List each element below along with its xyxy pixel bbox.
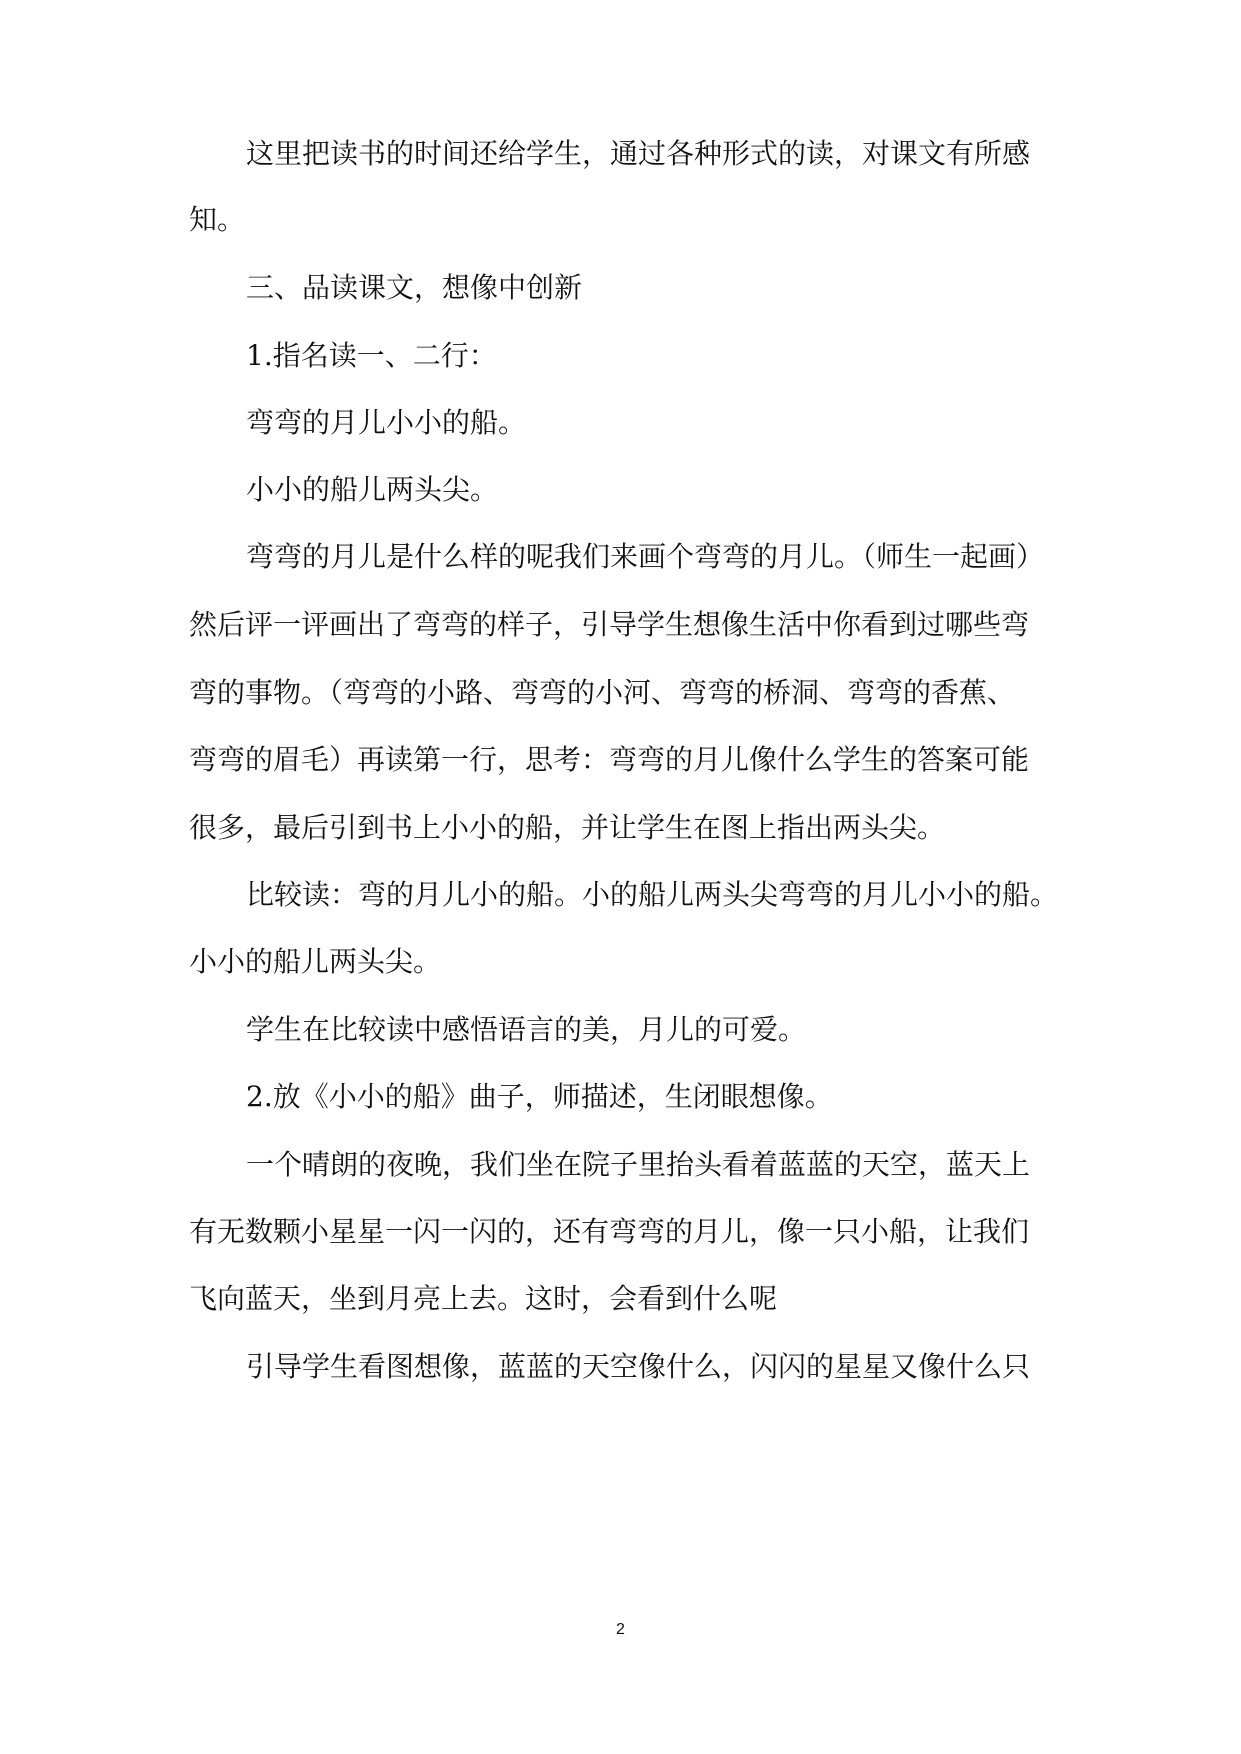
paragraph-line: 1.指名读一、二行： bbox=[246, 339, 497, 372]
paragraph-line: 小小的船儿两头尖。 bbox=[189, 945, 442, 978]
paragraph-line: 弯弯的月儿是什么样的呢我们来画个弯弯的月儿。（师生一起画） bbox=[246, 540, 1045, 573]
paragraph-line: 有无数颗小星星一闪一闪的，还有弯弯的月儿，像一只小船，让我们 bbox=[189, 1215, 1030, 1248]
paragraph-line: 弯弯的月儿小小的船。 bbox=[246, 406, 527, 439]
paragraph-line: 小小的船儿两头尖。 bbox=[246, 473, 499, 506]
section-heading: 三、品读课文，想像中创新 bbox=[246, 271, 583, 304]
paragraph-line: 2.放《小小的船》曲子，师描述，生闭眼想像。 bbox=[246, 1080, 833, 1113]
paragraph-line: 很多，最后引到书上小小的船，并让学生在图上指出两头尖。 bbox=[189, 811, 946, 844]
paragraph-line: 然后评一评画出了弯弯的样子，引导学生想像生活中你看到过哪些弯 bbox=[189, 608, 1030, 641]
paragraph-line: 引导学生看图想像，蓝蓝的天空像什么，闪闪的星星又像什么只 bbox=[246, 1350, 1031, 1383]
paragraph-line: 学生在比较读中感悟语言的美，月儿的可爱。 bbox=[246, 1013, 807, 1046]
page-number: 2 bbox=[616, 1621, 625, 1638]
paragraph-line: 飞向蓝天，坐到月亮上去。这时，会看到什么呢 bbox=[189, 1282, 778, 1315]
paragraph-line: 比较读：弯的月儿小的船。小的船儿两头尖弯弯的月儿小小的船。 bbox=[246, 878, 1059, 911]
paragraph-line: 弯弯的眉毛）再读第一行，思考：弯弯的月儿像什么学生的答案可能 bbox=[189, 743, 1030, 776]
paragraph-line: 这里把读书的时间还给学生，通过各种形式的读，对课文有所感 bbox=[246, 137, 1031, 170]
paragraph-line: 弯的事物。（弯弯的小路、弯弯的小河、弯弯的桥洞、弯弯的香蕉、 bbox=[189, 676, 1016, 709]
paragraph-line: 一个晴朗的夜晚，我们坐在院子里抬头看着蓝蓝的天空，蓝天上 bbox=[246, 1148, 1031, 1181]
paragraph-line: 知。 bbox=[189, 203, 246, 236]
